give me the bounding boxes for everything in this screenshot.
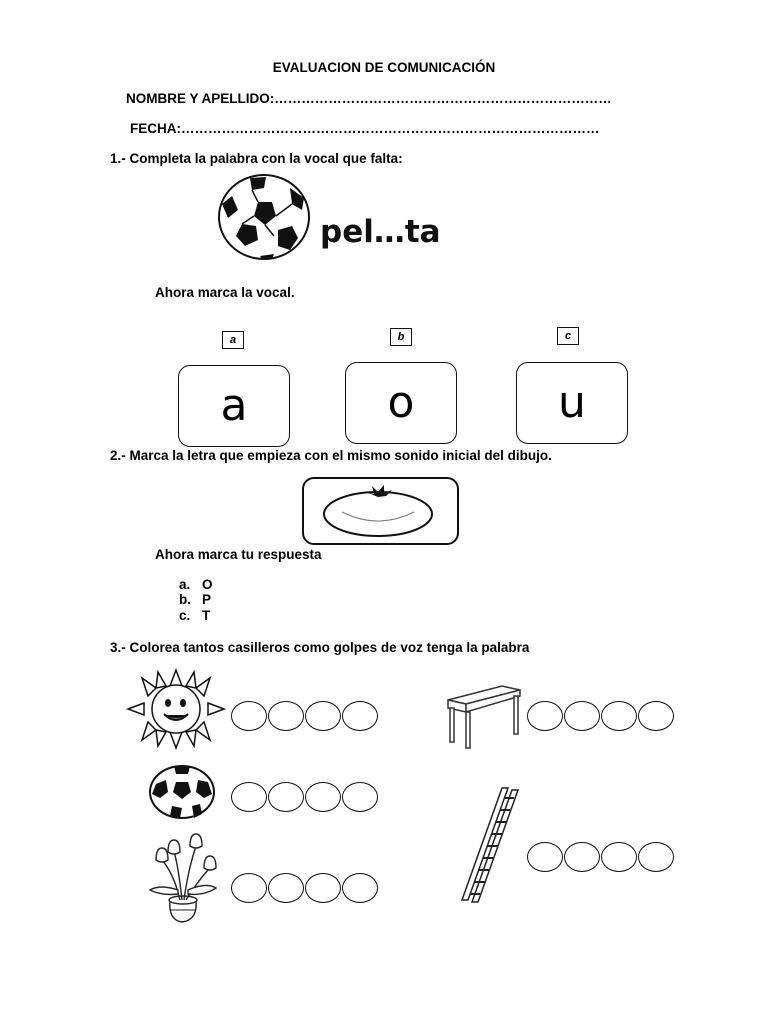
answer-a-key: a. (179, 577, 191, 592)
syllable-circle[interactable] (231, 701, 267, 731)
option-a-key[interactable]: a (222, 331, 244, 349)
syllable-circle[interactable] (601, 842, 637, 872)
syllable-circle[interactable] (638, 842, 674, 872)
option-c-key[interactable]: c (557, 327, 579, 345)
vowel-card-a[interactable]: a (178, 365, 290, 447)
syllable-circle[interactable] (527, 842, 563, 872)
syllable-circle[interactable] (342, 873, 378, 903)
answer-b-key: b. (179, 592, 191, 607)
syllable-circle[interactable] (268, 701, 304, 731)
table-icon (442, 682, 524, 750)
question-1-instruction: Ahora marca la vocal. (155, 285, 295, 300)
syllable-circle[interactable] (305, 701, 341, 731)
incomplete-word: pel…ta (320, 214, 441, 250)
syllable-circle[interactable] (305, 873, 341, 903)
sun-icon (126, 668, 226, 750)
question-2-prompt: 2.- Marca la letra que empieza con el mismo sonido inicial del dibujo. (110, 448, 552, 463)
answer-a-letter[interactable]: O (202, 577, 213, 592)
question-1-prompt: 1.- Completa la palabra con la vocal que falta: (110, 151, 403, 166)
question-2-instruction: Ahora marca tu respuesta (155, 547, 322, 562)
question-3-prompt: 3.- Colorea tantos casilleros como golpes de voz tenga la palabra (110, 640, 530, 655)
syllable-circle[interactable] (342, 782, 378, 812)
answer-c-key: c. (179, 608, 191, 623)
syllable-circle[interactable] (268, 873, 304, 903)
flower-vase-icon (144, 834, 224, 924)
date-field[interactable]: FECHA:………………………………………………………………………………… (130, 121, 600, 136)
syllable-circle[interactable] (601, 701, 637, 731)
vowel-card-u[interactable]: u (516, 362, 628, 444)
syllable-circle[interactable] (527, 701, 563, 731)
syllable-circle[interactable] (342, 701, 378, 731)
page-title: EVALUACION DE COMUNICACIÓN (272, 60, 496, 75)
syllable-circle[interactable] (231, 782, 267, 812)
syllable-circle[interactable] (231, 873, 267, 903)
syllable-circle[interactable] (268, 782, 304, 812)
name-field[interactable]: NOMBRE Y APELLIDO:………………………………………………………………… (126, 91, 612, 106)
syllable-circle[interactable] (564, 842, 600, 872)
soccer-ball-icon (218, 174, 310, 260)
ball-icon (148, 764, 216, 820)
ladder-icon (458, 786, 520, 902)
answer-c-letter[interactable]: T (202, 608, 211, 623)
answer-b-letter[interactable]: P (202, 592, 212, 607)
syllable-circle[interactable] (305, 782, 341, 812)
syllable-circle[interactable] (564, 701, 600, 731)
syllable-circle[interactable] (638, 701, 674, 731)
tomato-icon (322, 482, 434, 538)
option-b-key[interactable]: b (390, 328, 412, 346)
vowel-card-o[interactable]: o (345, 362, 457, 444)
